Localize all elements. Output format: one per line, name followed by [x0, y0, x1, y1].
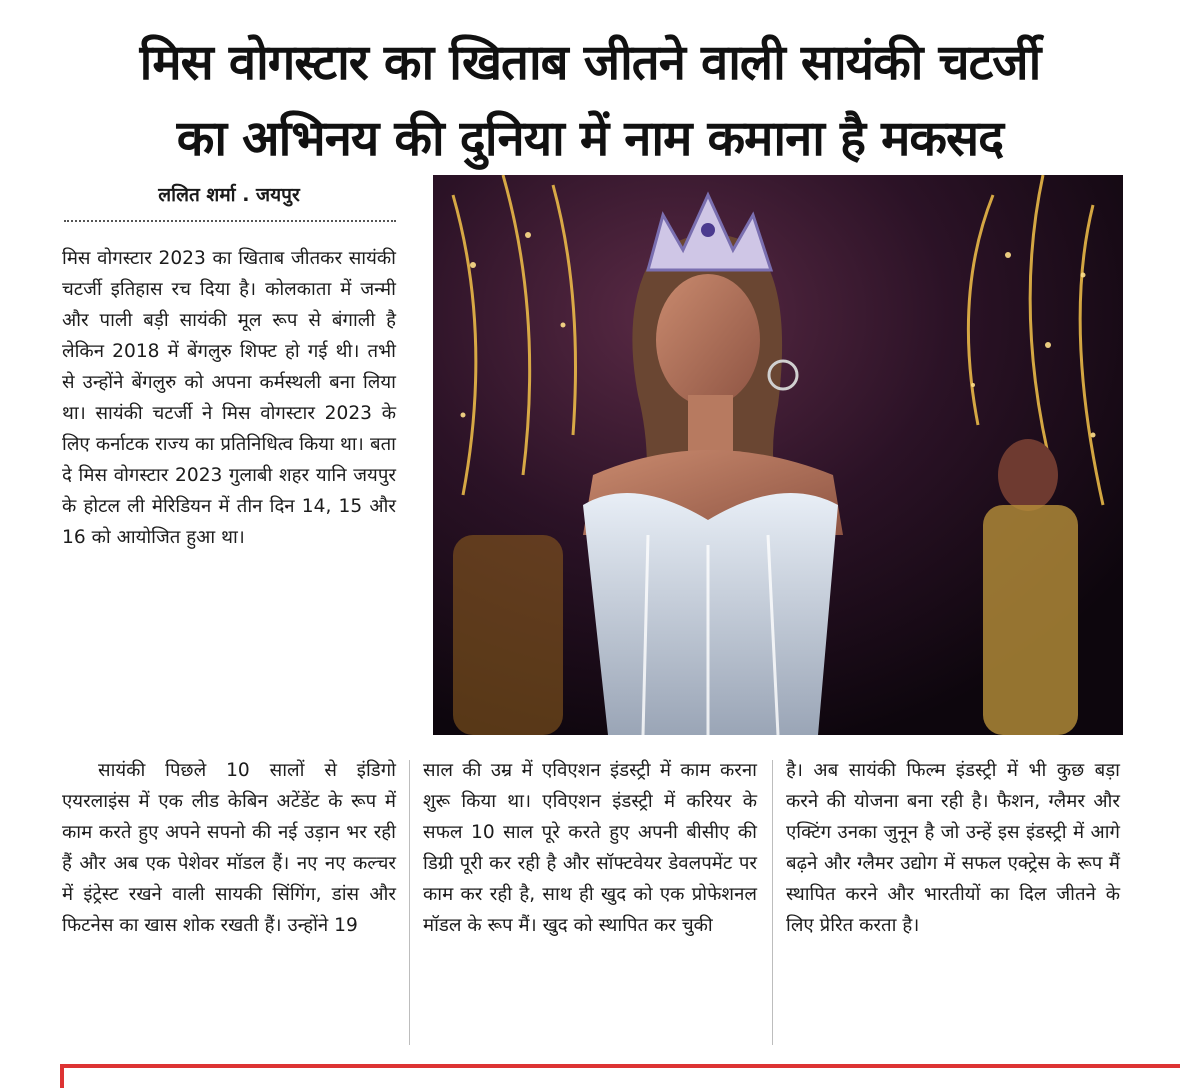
byline-divider: [64, 220, 396, 222]
article-column-2: [62, 755, 396, 941]
headline-line-1: मिस वोगस्टार का खिताब जीतने वाली सायंकी चटर्जी: [139, 34, 1041, 91]
article-paragraph: है। अब सायंकी फिल्म इंडस्ट्री में भी कुछ बड़ा करने की योजना बना रही है। फैशन, ग्लैमर और एक्टिंग उनका जुनून है जो उन्हें इस इंडस्ट्री में आगे बढ़ने और ग्लैमर उद्योग में सफल एक्ट्रेस के रूप मैं स्थापित करने और भारतीयों का दिल जीतने के लिए प्रेरित करता है।: [786, 760, 1120, 936]
article-photo: [433, 175, 1123, 735]
headline-line-2: का अभिनय की दुनिया में नाम कमाना है मकसद: [176, 110, 1004, 167]
article-column-3: [423, 755, 757, 941]
article-paragraph: सायंकी पिछले 10 सालों से इंडिगो एयरलाइंस में एक लीड केबिन अटेंडेंट के रूप में काम करते हुए अपने सपनो की नई उड़ान भर रही हैं और अब एक पेशेवर मॉडल हैं। नए नए कल्चर में इंट्रेस्ट रखने वाली सायकी सिंगिंग, डांस और फिटनेस का खास शोक रखती हैं। उन्होंने 19: [62, 760, 396, 936]
article-column-4: [786, 755, 1120, 941]
article-paragraph: साल की उम्र में एविएशन इंडस्ट्री में काम करना शुरू किया था। एविएशन इंडस्ट्री में करियर के सफल 10 साल पूरे करते हुए अपनी बीसीए की डिग्री पूरी कर रही है और सॉफ्टवेयर डेवलपमेंट पर काम कर रही है, साथ ही खुद को एक प्रोफेशनल मॉडल के रूप मैं। खुद को स्थापित कर चुकी: [423, 760, 757, 936]
bottom-accent-rule: [60, 1064, 1180, 1088]
byline: ललित शर्मा . जयपुर: [158, 184, 300, 206]
column-divider: [409, 760, 410, 1045]
article-paragraph: मिस वोगस्टार 2023 का खिताब जीतकर सायंकी चटर्जी इतिहास रच दिया है। कोलकाता में जन्मी और पाली बड़ी सायंकी मूल रूप से बंगाली है लेकिन 2018 में बेंगलुरु शिफ्ट हो गई थी। तभी से उन्होंने बेंगलुरु को अपना कर्मस्थली बना लिया था। सायंकी चटर्जी ने मिस वोगस्टार 2023 के लिए कर्नाटक राज्य का प्रतिनिधित्व किया था। बता दे मिस वोगस्टार 2023 गुलाबी शहर यानि जयपुर के होटल ली मेरिडियन में तीन दिन 14, 15 और 16 को आयोजित हुआ था।: [62, 248, 396, 548]
column-divider: [772, 760, 773, 1045]
article-column-1: [62, 243, 396, 553]
